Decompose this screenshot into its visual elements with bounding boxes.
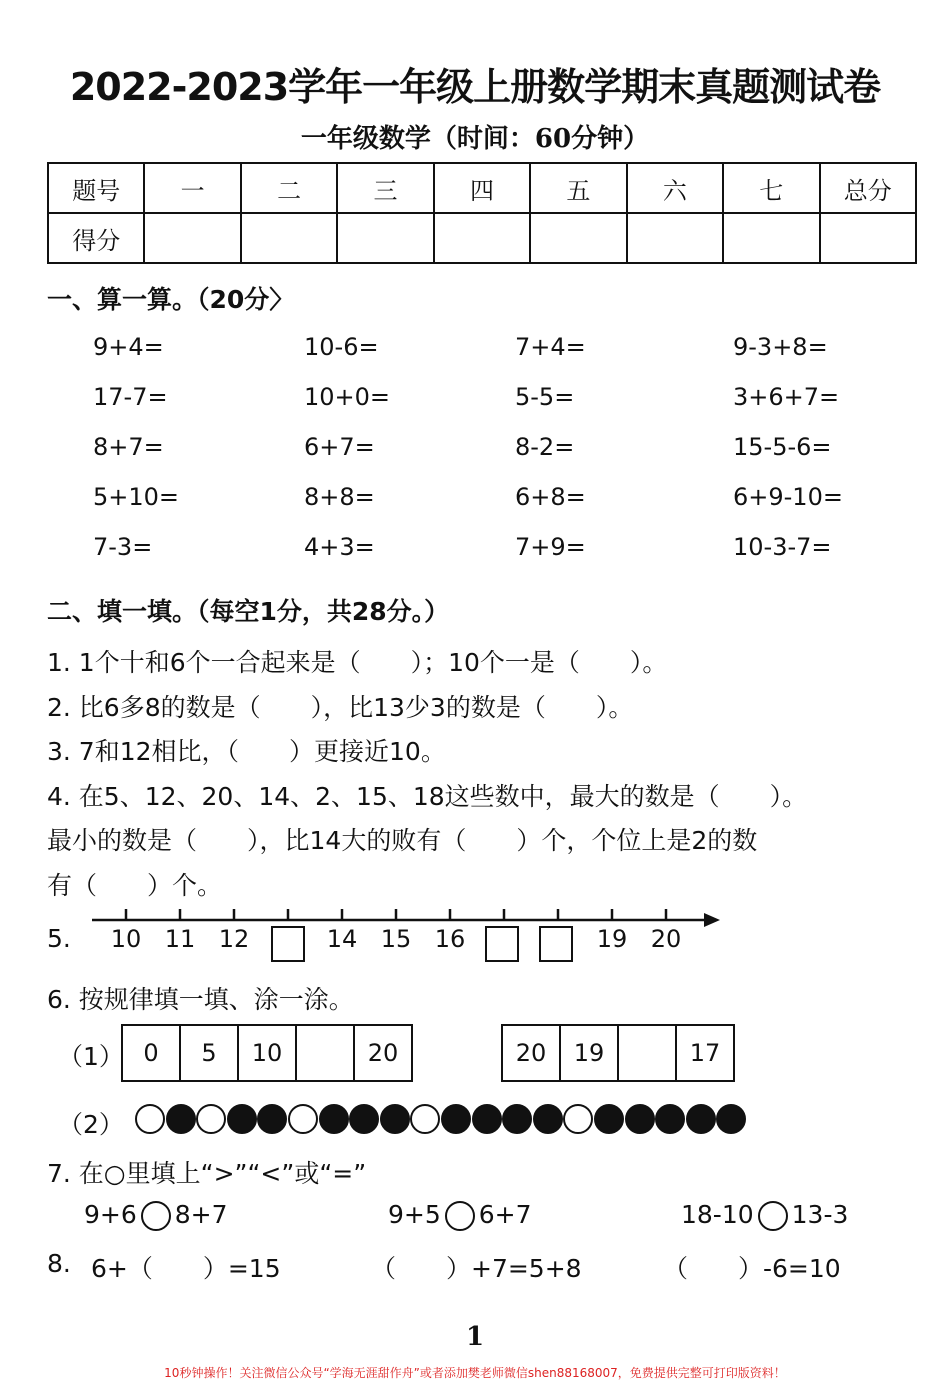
question-6-2-label: （2） <box>58 1110 124 1139</box>
compare-circle[interactable] <box>445 1201 475 1231</box>
number-line-label: 15 <box>380 925 412 953</box>
score-header-cell: 六 <box>627 163 723 213</box>
calc-problem: 4+3= <box>304 533 375 561</box>
question-4-line1: 4. 在5、12、20、14、2、15、18这些数中，最大的数是（ ）。 <box>47 782 808 811</box>
sequence-answer-cell[interactable] <box>296 1025 354 1081</box>
sequence-cell: 20 <box>502 1025 560 1081</box>
score-header-cell: 三 <box>337 163 433 213</box>
compare-item <box>388 1200 532 1231</box>
number-line-answer-box[interactable] <box>539 926 573 962</box>
calc-problem: 7-3= <box>93 533 153 561</box>
sequence-b <box>501 1024 735 1082</box>
white-bead[interactable] <box>135 1104 165 1134</box>
question-4-line2: 最小的数是（ ），比14大的败有（ ）个，个位上是2的数 <box>47 826 758 855</box>
arrow-head-icon <box>704 913 720 927</box>
number-line-label: 20 <box>650 925 682 953</box>
question-3: 3. 7和12相比，（ ）更接近10。 <box>47 737 446 766</box>
score-header-row <box>48 163 916 213</box>
number-line-label: 12 <box>218 925 250 953</box>
compare-left: 9+6 <box>84 1200 137 1229</box>
question-5-label: 5. <box>47 924 71 953</box>
score-input-cell[interactable] <box>530 213 626 263</box>
score-input-cell[interactable] <box>434 213 530 263</box>
calc-problem: 17-7= <box>93 383 168 411</box>
black-bead[interactable] <box>380 1104 410 1134</box>
black-bead[interactable] <box>319 1104 349 1134</box>
black-bead[interactable] <box>472 1104 502 1134</box>
fill-equation: （ ）+7=5+8 <box>371 1254 582 1283</box>
sequence-cell: 19 <box>560 1025 618 1081</box>
score-input-cell[interactable] <box>144 213 240 263</box>
calc-problem: 7+4= <box>515 333 586 361</box>
fill-equation: 6+（ ）=15 <box>91 1254 281 1283</box>
score-header-cell: 题号 <box>48 163 144 213</box>
black-bead[interactable] <box>686 1104 716 1134</box>
sequence-cell: 10 <box>238 1025 296 1081</box>
compare-circle[interactable] <box>141 1201 171 1231</box>
number-line-label: 16 <box>434 925 466 953</box>
black-bead[interactable] <box>257 1104 287 1134</box>
number-line-answer-box[interactable] <box>485 926 519 962</box>
calc-problem: 5-5= <box>515 383 575 411</box>
score-header-cell: 二 <box>241 163 337 213</box>
compare-right: 8+7 <box>174 1200 228 1229</box>
question-8-label: 8. <box>47 1249 71 1278</box>
calc-problem: 10-3-7= <box>733 533 832 561</box>
number-line-label: 11 <box>164 925 196 953</box>
compare-left: 18-10 <box>681 1200 754 1229</box>
black-bead[interactable] <box>349 1104 379 1134</box>
compare-right: 6+7 <box>478 1200 532 1229</box>
calc-problem: 9+4= <box>93 333 164 361</box>
calc-problem: 8-2= <box>515 433 575 461</box>
score-header-cell: 总分 <box>820 163 917 213</box>
calc-problem: 10+0= <box>304 383 391 411</box>
sequence-a <box>121 1024 413 1082</box>
compare-left: 9+5 <box>388 1200 441 1229</box>
score-table <box>47 162 917 264</box>
score-header-cell: 七 <box>723 163 819 213</box>
question-2: 2. 比6多8的数是（ ），比13少3的数是（ ）。 <box>47 693 634 722</box>
calc-problem: 10-6= <box>304 333 379 361</box>
black-bead[interactable] <box>655 1104 685 1134</box>
score-input-cell[interactable] <box>627 213 723 263</box>
score-header-cell: 四 <box>434 163 530 213</box>
calc-problem: 3+6+7= <box>733 383 840 411</box>
score-input-cell[interactable] <box>337 213 433 263</box>
number-line-label: 10 <box>110 925 142 953</box>
number-line-label: 14 <box>326 925 358 953</box>
black-bead[interactable] <box>716 1104 746 1134</box>
compare-item <box>681 1200 848 1231</box>
footer-note: 10秒钟操作！关注微信公众号“学海无涯甜作舟”或者添加樊老师微信shen88168007，免费提供完整可打印版资料！ <box>164 1366 786 1380</box>
question-6-1-label: （1） <box>58 1042 124 1071</box>
black-bead[interactable] <box>502 1104 532 1134</box>
number-line-answer-box[interactable] <box>271 926 305 962</box>
calc-problem: 5+10= <box>93 483 180 511</box>
question-1: 1. 1个十和6个一合起来是（ ）；10个一是（ ）。 <box>47 648 668 677</box>
calc-problem: 6+8= <box>515 483 586 511</box>
calc-problem: 8+7= <box>93 433 164 461</box>
calc-problem: 15-5-6= <box>733 433 832 461</box>
white-bead[interactable] <box>288 1104 318 1134</box>
question-4-line3: 有（ ）个。 <box>47 871 223 900</box>
calc-problem: 6+9-10= <box>733 483 843 511</box>
compare-circle[interactable] <box>758 1201 788 1231</box>
black-bead[interactable] <box>625 1104 655 1134</box>
score-header-cell: 五 <box>530 163 626 213</box>
page-title: 2022-2023学年一年级上册数学期末真题测试卷 <box>69 65 881 109</box>
section2-heading: 二、填一填。（每空1分，共28分。） <box>47 597 450 626</box>
score-input-cell[interactable] <box>723 213 819 263</box>
calc-problem: 7+9= <box>515 533 586 561</box>
sequence-cell: 0 <box>122 1025 180 1081</box>
compare-item <box>84 1200 228 1231</box>
white-bead[interactable] <box>196 1104 226 1134</box>
black-bead[interactable] <box>533 1104 563 1134</box>
calc-problem: 6+7= <box>304 433 375 461</box>
black-bead[interactable] <box>166 1104 196 1134</box>
calc-problem: 8+8= <box>304 483 375 511</box>
calc-problem: 9-3+8= <box>733 333 828 361</box>
sequence-cell: 5 <box>180 1025 238 1081</box>
black-bead[interactable] <box>227 1104 257 1134</box>
page-number: 1 <box>465 1322 485 1352</box>
fill-equation: （ ）-6=10 <box>663 1254 841 1283</box>
score-input-cell[interactable] <box>241 213 337 263</box>
sequence-cell: 20 <box>354 1025 412 1081</box>
compare-right: 13-3 <box>791 1200 849 1229</box>
black-bead[interactable] <box>441 1104 471 1134</box>
score-row-label: 得分 <box>48 213 144 263</box>
black-bead[interactable] <box>594 1104 624 1134</box>
white-bead[interactable] <box>563 1104 593 1134</box>
page-subtitle: 一年级数学（时间：60分钟） <box>300 124 650 154</box>
section1-heading: 一、算一算。（20分〉 <box>47 285 295 314</box>
number-line-label: 19 <box>596 925 628 953</box>
score-value-row <box>48 213 916 263</box>
score-input-cell[interactable] <box>820 213 917 263</box>
white-bead[interactable] <box>410 1104 440 1134</box>
sequence-answer-cell[interactable] <box>618 1025 676 1081</box>
score-header-cell: 一 <box>144 163 240 213</box>
sequence-cell: 17 <box>676 1025 734 1081</box>
question-6-title: 6. 按规律填一填、涂一涂。 <box>47 985 354 1014</box>
question-7-title: 7. 在○里填上“>”“<”或“=” <box>47 1159 367 1188</box>
